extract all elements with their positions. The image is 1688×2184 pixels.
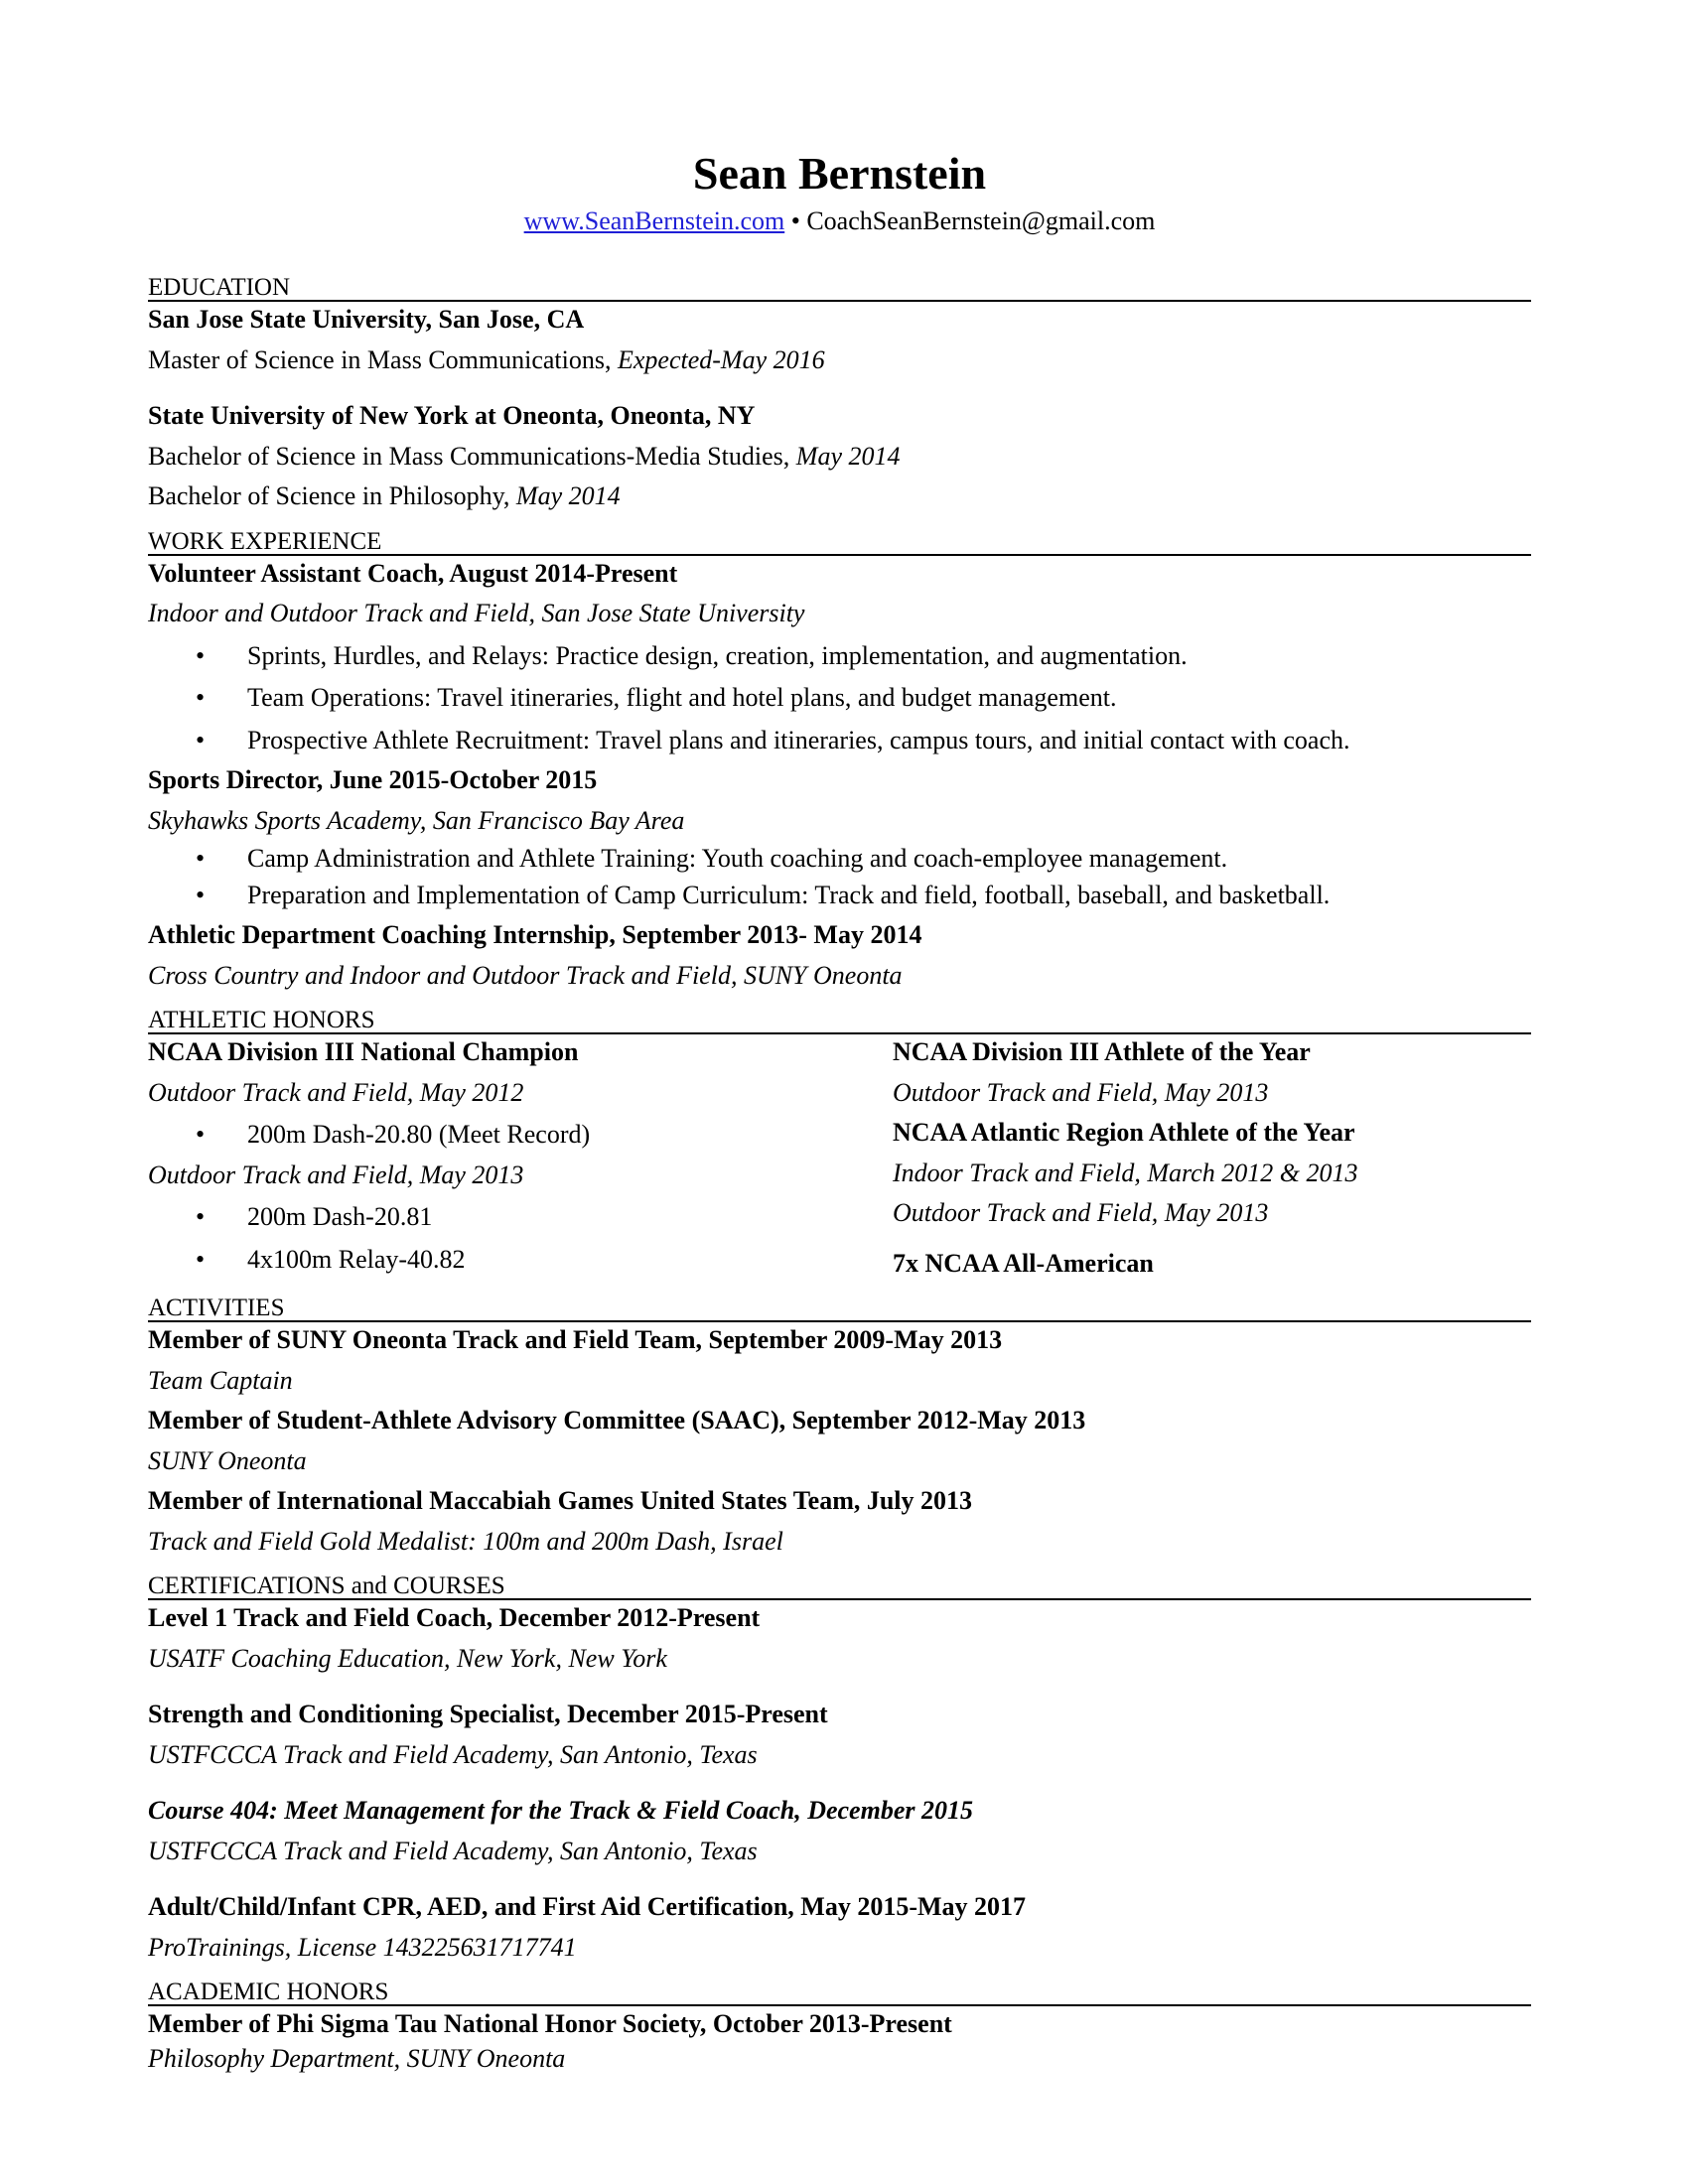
athletic-left-column: [148, 1034, 893, 1280]
job-title: Sports Director, June 2015-October 2015: [148, 765, 598, 795]
cert-subtitle: USATF Coaching Education, New York, New York: [148, 1643, 667, 1673]
degree-text: Bachelor of Science in Philosophy,: [148, 481, 516, 511]
section-heading-education: EDUCATION: [148, 275, 1531, 302]
section-heading-athletic: ATHLETIC HONORS: [148, 1008, 1531, 1034]
contact-separator: •: [784, 205, 807, 235]
cert-title: Course 404: Meet Management for the Track & Field Coach, December 2015: [148, 1796, 973, 1826]
honor-title: NCAA Division III National Champion: [148, 1037, 579, 1067]
activity-title: Member of Student-Athlete Advisory Committee (SAAC), September 2012-May 2013: [148, 1406, 1086, 1435]
cert-title: Strength and Conditioning Specialist, December 2015-Present: [148, 1700, 828, 1729]
honor-title: NCAA Division III Athlete of the Year: [893, 1037, 1311, 1067]
school-name: San Jose State University, San Jose, CA: [148, 305, 585, 335]
candidate-name: Sean Bernstein: [692, 148, 987, 199]
activity-title: Member of SUNY Oneonta Track and Field Team, September 2009-May 2013: [148, 1325, 1003, 1355]
activity-subtitle: Track and Field Gold Medalist: 100m and 200m Dash, Israel: [148, 1526, 783, 1556]
activity-title: Member of International Maccabiah Games United States Team, July 2013: [148, 1486, 973, 1516]
section-heading-work: WORK EXPERIENCE: [148, 529, 1531, 556]
job-bullet: • Prospective Athlete Recruitment: Travel plans and itineraries, campus tours, and initial contact with coach.: [148, 725, 1531, 757]
job-organization: Indoor and Outdoor Track and Field, San Jose State University: [148, 599, 805, 628]
job-bullet: • Camp Administration and Athlete Training: Youth coaching and coach-employee management.: [148, 843, 1531, 876]
honor-title: 7x NCAA All-American: [893, 1248, 1154, 1278]
job-bullet: • Sprints, Hurdles, and Relays: Practice design, creation, implementation, and augmentation.: [148, 640, 1531, 673]
contact-line: [148, 205, 1531, 238]
honor-bullets: [148, 1201, 893, 1276]
resume-page: [148, 0, 1531, 2075]
degree-date: Expected-May 2016: [617, 344, 825, 374]
athletic-right-column: [893, 1034, 1531, 1280]
school-name: State University of New York at Oneonta, Oneonta, NY: [148, 401, 756, 431]
honor-subtitle: Indoor Track and Field, March 2012 & 2013: [893, 1158, 1358, 1187]
academic-honor-subtitle: Philosophy Department, SUNY Oneonta: [148, 2043, 566, 2073]
degree-line: [148, 344, 1531, 377]
degree-text: Bachelor of Science in Mass Communications-Media Studies,: [148, 441, 796, 471]
athletic-honors-columns: [148, 1034, 1531, 1280]
resume-header: [148, 149, 1531, 237]
website-link[interactable]: www.SeanBernstein.com: [523, 205, 785, 235]
job-bullet: • Preparation and Implementation of Camp Curriculum: Track and field, football, baseball, and basketball.: [148, 880, 1531, 912]
cert-subtitle: ProTrainings, License 143225631717741: [148, 1932, 577, 1962]
job-bullets: [148, 843, 1531, 911]
honor-subtitle: Outdoor Track and Field, May 2012: [148, 1077, 524, 1107]
section-heading-activities: ACTIVITIES: [148, 1296, 1531, 1322]
degree-line: [148, 480, 1531, 513]
email-address: CoachSeanBernstein@gmail.com: [806, 205, 1156, 235]
degree-text: Master of Science in Mass Communications,: [148, 344, 618, 374]
honor-bullet: • 200m Dash-20.80 (Meet Record): [148, 1119, 893, 1152]
honor-bullet: • 200m Dash-20.81: [148, 1201, 893, 1234]
job-bullet: • Team Operations: Travel itineraries, flight and hotel plans, and budget management.: [148, 682, 1531, 715]
honor-title: NCAA Atlantic Region Athlete of the Year: [893, 1118, 1355, 1148]
honor-subtitle: Outdoor Track and Field, May 2013: [148, 1160, 524, 1189]
job-title: Athletic Department Coaching Internship, September 2013- May 2014: [148, 920, 922, 950]
honor-subtitle: Outdoor Track and Field, May 2013: [893, 1198, 1269, 1228]
section-heading-certifications: CERTIFICATIONS and COURSES: [148, 1573, 1531, 1600]
degree-date: May 2014: [515, 481, 621, 511]
honor-subtitle: Outdoor Track and Field, May 2013: [893, 1077, 1269, 1107]
cert-subtitle: USTFCCCA Track and Field Academy, San Antonio, Texas: [148, 1739, 758, 1769]
honor-bullet: • 4x100m Relay-40.82: [148, 1244, 893, 1277]
cert-title: Adult/Child/Infant CPR, AED, and First Aid Certification, May 2015-May 2017: [148, 1892, 1027, 1922]
degree-date: May 2014: [795, 441, 901, 471]
cert-subtitle: USTFCCCA Track and Field Academy, San Antonio, Texas: [148, 1836, 758, 1865]
job-organization: Cross Country and Indoor and Outdoor Track and Field, SUNY Oneonta: [148, 960, 903, 990]
cert-title: Level 1 Track and Field Coach, December 2012-Present: [148, 1603, 761, 1633]
job-bullets: [148, 640, 1531, 757]
academic-honor-title: Member of Phi Sigma Tau National Honor Society, October 2013-Present: [148, 2009, 952, 2039]
degree-line: [148, 441, 1531, 474]
job-organization: Skyhawks Sports Academy, San Francisco Bay Area: [148, 805, 685, 835]
section-heading-academic: ACADEMIC HONORS: [148, 1979, 1531, 2006]
honor-bullets: [148, 1119, 893, 1152]
activity-subtitle: SUNY Oneonta: [148, 1445, 307, 1475]
activity-subtitle: Team Captain: [148, 1365, 293, 1395]
job-title: Volunteer Assistant Coach, August 2014-Present: [148, 558, 678, 588]
